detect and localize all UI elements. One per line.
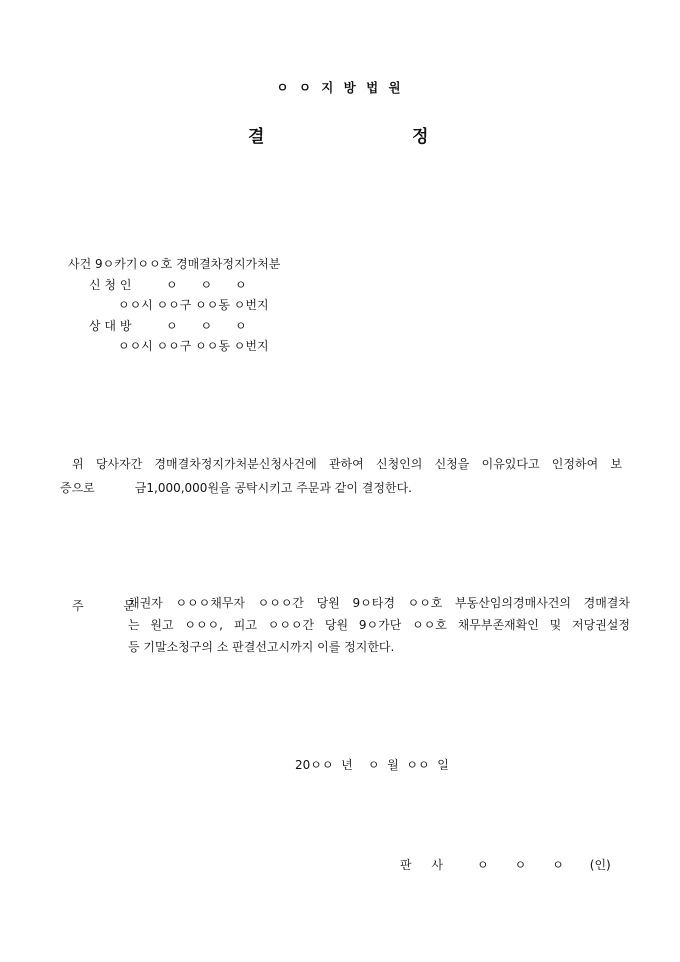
document-title-second-char: 정 xyxy=(412,127,429,147)
reason-line-2 xyxy=(60,476,622,500)
order-label: 주 문 xyxy=(72,599,153,613)
applicant-label: 신 청 인 xyxy=(89,278,132,292)
document-title-first-char: 결 xyxy=(248,127,265,147)
respondent-name: ㅇ ㅇ ㅇ xyxy=(166,319,247,333)
seal-mark: (인) xyxy=(589,858,611,872)
reason-line-2-prefix: 증으로 xyxy=(60,481,95,495)
reason-paragraph xyxy=(60,452,622,500)
court-name: ㅇ ㅇ 지 방 법 원 xyxy=(276,80,404,95)
applicant-address: ㅇㅇ시 ㅇㅇ구 ㅇㅇ동 ㅇ번지 xyxy=(118,298,269,312)
judge-signature-line xyxy=(400,856,611,873)
decision-date: 20ㅇㅇ 년 ㅇ 월 ㅇㅇ 일 xyxy=(295,758,449,772)
respondent-address: ㅇㅇ시 ㅇㅇ구 ㅇㅇ동 ㅇ번지 xyxy=(118,339,269,353)
order-body xyxy=(128,592,630,658)
judge-name-char-3: ㅇ xyxy=(552,858,564,872)
applicant-name: ㅇ ㅇ ㅇ xyxy=(166,278,247,292)
respondent-label: 상 대 방 xyxy=(89,319,132,333)
order-line-2: 는 원고 ㅇㅇㅇ, 피고 ㅇㅇㅇ간 당원 9ㅇ가단 ㅇㅇ호 채무부존재확인 및 저당권설정 xyxy=(128,618,630,632)
judge-name-char-2: ㅇ xyxy=(514,858,527,872)
reason-line-1: 위 당사자간 경매결차정지가처분신청사건에 관하여 신청인의 신청을 이유있다고 인정하여 보 xyxy=(72,457,622,471)
reason-line-2-rest: 금1,000,000원을 공탁시키고 주문과 같이 결정한다. xyxy=(134,481,412,495)
order-line-1: 채권자 ㅇㅇㅇ채무자 ㅇㅇㅇ간 당원 9ㅇ타경 ㅇㅇ호 부동산임의경매사건의 경매결차 xyxy=(128,596,630,610)
order-line-3: 등 기말소청구의 소 판결선고시까지 이를 정지한다. xyxy=(128,640,395,654)
case-line: 사건 9ㅇ카기ㅇㅇ호 경매결차정지가처분 xyxy=(68,257,281,271)
judge-label: 판 사 xyxy=(400,858,451,872)
judge-name-char-1: ㅇ xyxy=(477,858,489,872)
